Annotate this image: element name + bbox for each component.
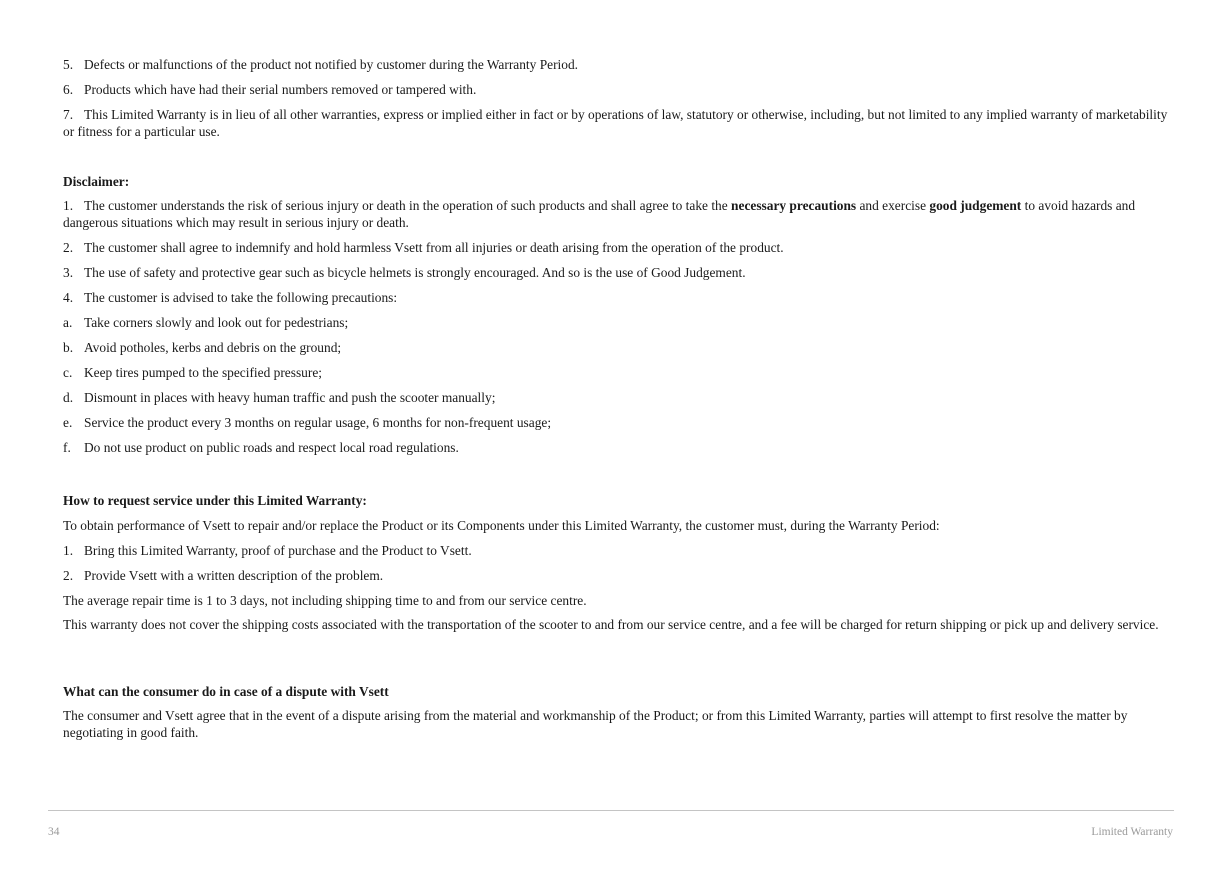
list-letter: b.	[63, 340, 74, 355]
dispute-text: The consumer and Vsett agree that in the event of a dispute arising from the material and workmanship of the Product; or from this Limited Warranty, parties will attempt to first resolve the matter by negotiating in good faith.	[63, 708, 1128, 740]
exclusion-item-7	[63, 106, 1168, 140]
precaution-item-b	[63, 339, 341, 356]
list-text: Bring this Limited Warranty, proof of purchase and the Product to Vsett.	[84, 543, 472, 558]
list-text: Provide Vsett with a written description of the problem.	[84, 568, 384, 583]
dispute-heading: What can the consumer do in case of a dispute with Vsett	[63, 684, 389, 699]
list-number: 5.	[63, 57, 74, 72]
list-text: Do not use product on public roads and respect local road regulations.	[84, 440, 459, 455]
list-text: to avoid hazards and dangerous situations which may result in serious injury or death.	[63, 198, 1136, 230]
list-text: The customer is advised to take the following precautions:	[84, 290, 398, 305]
list-text: Dismount in places with heavy human traffic and push the scooter manually;	[84, 390, 496, 405]
list-number: 1.	[63, 198, 74, 213]
service-intro: To obtain performance of Vsett to repair and/or replace the Product or its Components under this Limited Warranty, the customer must, during the Warranty Period:	[63, 518, 940, 533]
precaution-item-d	[63, 389, 495, 406]
disclaimer-item-1	[63, 197, 1168, 231]
repair-time-text: The average repair time is 1 to 3 days, not including shipping time to and from our service centre.	[63, 593, 587, 608]
list-number: 1.	[63, 543, 74, 558]
shipping-text: This warranty does not cover the shipping costs associated with the transportation of the scooter to and from our service centre, and a fee will be charged for return shipping or pick up and delivery service.	[63, 617, 1159, 632]
precaution-item-c	[63, 364, 322, 381]
exclusion-item-5	[63, 56, 578, 73]
disclaimer-heading: Disclaimer:	[63, 174, 130, 189]
footer-divider	[48, 810, 1174, 811]
list-text: Take corners slowly and look out for pedestrians;	[84, 315, 349, 330]
list-text: This Limited Warranty is in lieu of all other warranties, express or implied either in fact or by operations of law, statutory or otherwise, including, but not limited to any implied warranty of marketability or fitness for a particular use.	[63, 107, 1168, 139]
list-number: 2.	[63, 240, 74, 255]
list-text: Keep tires pumped to the specified pressure;	[84, 365, 322, 380]
list-text: The customer shall agree to indemnify and hold harmless Vsett from all injuries or death arising from the operation of the product.	[84, 240, 784, 255]
list-text: Products which have had their serial numbers removed or tampered with.	[84, 82, 477, 97]
list-text: Avoid potholes, kerbs and debris on the ground;	[84, 340, 342, 355]
list-letter: f.	[63, 440, 71, 455]
list-letter: e.	[63, 415, 73, 430]
list-letter: d.	[63, 390, 74, 405]
precaution-item-e	[63, 414, 551, 431]
list-number: 6.	[63, 82, 74, 97]
disclaimer-item-2	[63, 239, 784, 256]
list-letter: a.	[63, 315, 73, 330]
list-text: Defects or malfunctions of the product not notified by customer during the Warranty Period.	[84, 57, 579, 72]
service-step-1	[63, 542, 472, 559]
precaution-item-a	[63, 314, 348, 331]
service-step-2	[63, 567, 383, 584]
list-text: Service the product every 3 months on regular usage, 6 months for non-frequent usage;	[84, 415, 552, 430]
disclaimer-item-3	[63, 264, 746, 281]
footer-section-title: Limited Warranty	[1091, 826, 1173, 838]
list-letter: c.	[63, 365, 73, 380]
exclusion-item-6	[63, 81, 476, 98]
disclaimer-item-4	[63, 289, 397, 306]
precaution-item-f	[63, 439, 459, 456]
list-number: 3.	[63, 265, 74, 280]
list-number: 2.	[63, 568, 74, 583]
list-number: 4.	[63, 290, 74, 305]
list-text: The use of safety and protective gear such as bicycle helmets is strongly encouraged. And so is the use of Good Judgement.	[84, 265, 746, 280]
page-number: 34	[48, 826, 60, 838]
bold-phrase: good judgement	[929, 198, 1022, 213]
list-text: and exercise	[856, 198, 930, 213]
service-heading: How to request service under this Limited Warranty:	[63, 493, 367, 508]
list-number: 7.	[63, 107, 74, 122]
list-text: The customer understands the risk of serious injury or death in the operation of such products and shall agree to take the	[84, 198, 732, 213]
bold-phrase: necessary precautions	[731, 198, 857, 213]
